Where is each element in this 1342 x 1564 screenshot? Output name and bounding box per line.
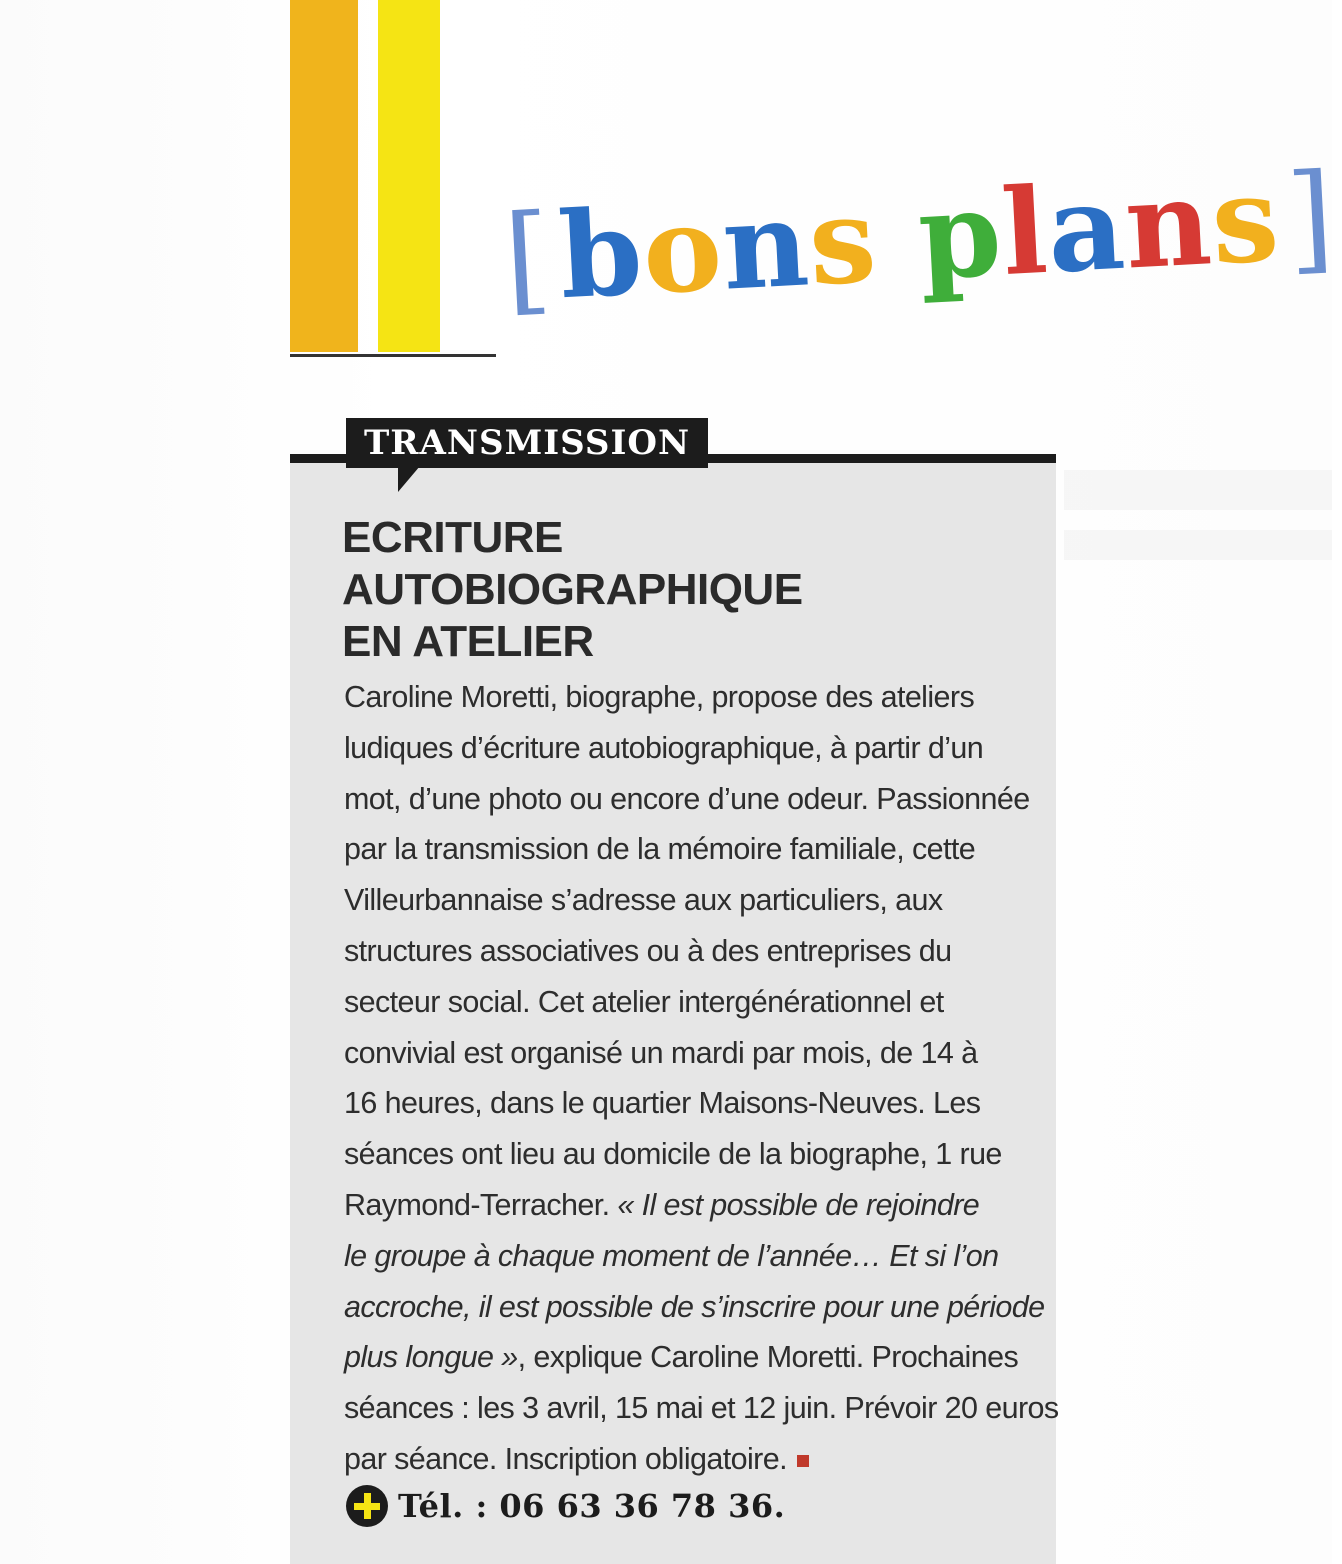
end-of-article-mark xyxy=(797,1455,809,1467)
body-line xyxy=(344,723,1044,774)
body-text-segment: Raymond-Terracher. xyxy=(344,1187,618,1222)
article-headline xyxy=(342,512,1042,668)
body-line xyxy=(344,672,1044,723)
body-text-segment: mot, d’une photo ou encore d’une odeur. Passionnée xyxy=(344,781,1030,816)
decorative-orange-bar xyxy=(290,0,358,352)
body-text-segment: convivial est organisé un mardi par mois, de 14 à xyxy=(344,1035,978,1070)
body-line xyxy=(344,926,1044,977)
title-open-bracket: [ xyxy=(501,187,556,329)
headline-line: EN ATELIER xyxy=(342,617,594,666)
body-text-segment: structures associatives ou à des entreprises du xyxy=(344,933,952,968)
title-letter: s xyxy=(1208,148,1283,292)
body-text-segment: ludiques d’écriture autobiographique, à partir d’un xyxy=(344,730,984,765)
title-letter: s xyxy=(805,169,881,313)
body-line xyxy=(344,977,1044,1028)
quote-segment: plus longue » xyxy=(344,1340,518,1375)
body-line xyxy=(344,1129,1044,1180)
body-line xyxy=(344,1434,1044,1485)
headline-line: ECRITURE xyxy=(342,513,563,562)
title-letter: o xyxy=(639,177,727,321)
title-letter: a xyxy=(1044,156,1129,300)
section-title xyxy=(501,146,1338,400)
title-letter: n xyxy=(718,173,813,317)
title-letter: l xyxy=(998,160,1052,303)
decorative-yellow-bar xyxy=(378,0,440,352)
body-line xyxy=(344,875,1044,926)
body-line xyxy=(344,1282,1044,1333)
title-close-bracket: ] xyxy=(1283,146,1338,288)
body-line xyxy=(344,1078,1044,1129)
contact-line xyxy=(346,1480,785,1532)
body-line xyxy=(344,1028,1044,1079)
quote-segment: le groupe à chaque moment de l’année… Et si l’on xyxy=(344,1238,999,1273)
category-tag: TRANSMISSION xyxy=(346,418,708,468)
category-tag-pointer xyxy=(398,466,420,492)
body-line xyxy=(344,824,1044,875)
body-text-segment: séances : les 3 avril, 15 mai et 12 juin. Prévoir 20 euros xyxy=(344,1391,1059,1426)
headline-line: AUTOBIOGRAPHIQUE xyxy=(342,565,803,614)
contact-phone: Tél. : 06 63 36 78 36. xyxy=(398,1487,786,1525)
body-line xyxy=(344,774,1044,825)
body-line xyxy=(344,1180,1044,1231)
body-text-segment: 16 heures, dans le quartier Maisons-Neuves. Les xyxy=(344,1086,981,1121)
body-text-segment: , explique Caroline Moretti. Prochaines xyxy=(517,1340,1019,1375)
body-text-segment: séances ont lieu au domicile de la biographe, 1 rue xyxy=(344,1137,1002,1172)
show-through-mark xyxy=(1064,530,1332,560)
body-text-segment: Caroline Moretti, biographe, propose des ateliers xyxy=(344,680,975,714)
title-letter xyxy=(874,179,922,299)
quote-segment: accroche, il est possible de s’inscrire pour une période xyxy=(344,1289,1045,1324)
body-line xyxy=(344,1383,1059,1434)
title-letter: p xyxy=(914,163,1006,307)
quote-segment: « Il est possible de rejoindre xyxy=(617,1187,980,1222)
body-text-segment: par la transmission de la mémoire familiale, cette xyxy=(344,832,976,867)
body-line xyxy=(344,1231,1044,1282)
body-line xyxy=(344,1332,1044,1383)
body-text-segment: secteur social. Cet atelier intergénérationnel et xyxy=(344,984,944,1019)
title-letter: b xyxy=(555,182,647,326)
article-body xyxy=(344,672,1059,1485)
decorative-rule xyxy=(290,354,496,357)
body-text-segment: Villeurbannaise s’adresse aux particuliers, aux xyxy=(344,883,943,918)
show-through-mark xyxy=(1064,470,1332,510)
title-letter: n xyxy=(1121,152,1216,296)
plus-icon xyxy=(346,1485,388,1527)
body-text-segment: par séance. Inscription obligatoire. xyxy=(344,1441,787,1476)
